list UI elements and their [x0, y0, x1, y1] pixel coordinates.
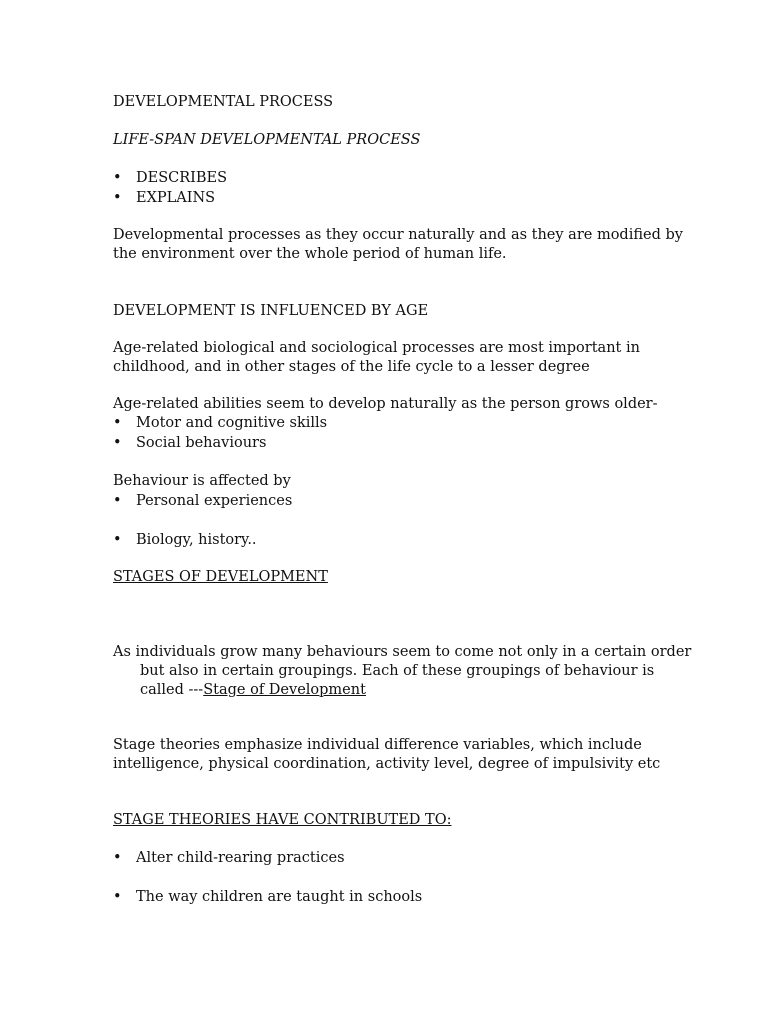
bullet-icon: • — [113, 493, 122, 509]
list-item-text: Alter child-rearing practices — [136, 850, 345, 866]
contrib-heading: STAGE THEORIES HAVE CONTRIBUTED TO: — [113, 812, 452, 828]
paragraph-line: Developmental processes as they occur naturally and as they are modified by — [113, 227, 683, 243]
paragraph-line: Age-related abilities seem to develop naturally as the person grows older- — [113, 396, 658, 412]
bullet-icon: • — [113, 889, 122, 905]
paragraph-line: but also in certain groupings. Each of these groupings of behaviour is — [140, 663, 655, 679]
paragraph-line: the environment over the whole period of human life. — [113, 246, 507, 262]
paragraph-line: intelligence, physical coordination, activity level, degree of impulsivity etc — [113, 756, 661, 772]
paragraph-line: Age-related biological and sociological processes are most important in — [113, 340, 640, 356]
age-heading: DEVELOPMENT IS INFLUENCED BY AGE — [113, 303, 429, 319]
bullet-icon: • — [113, 532, 122, 548]
bullet-icon: • — [113, 415, 122, 431]
list-item-text: EXPLAINS — [136, 190, 216, 206]
stage-of-development-term: Stage of Development — [203, 682, 366, 698]
paragraph-line: childhood, and in other stages of the life cycle to a lesser degree — [113, 359, 590, 375]
list-item-text: The way children are taught in schools — [136, 889, 423, 905]
bullet-icon: • — [113, 435, 122, 451]
paragraph-line: Behaviour is affected by — [113, 473, 291, 489]
bullet-icon: • — [113, 850, 122, 866]
list-item-text: Personal experiences — [136, 493, 293, 509]
paragraph-text: called --- — [140, 682, 204, 698]
page-title: DEVELOPMENTAL PROCESS — [113, 94, 334, 110]
lifespan-heading: LIFE-SPAN DEVELOPMENTAL PROCESS — [113, 132, 421, 148]
stages-heading: STAGES OF DEVELOPMENT — [113, 569, 328, 585]
paragraph-line — [140, 680, 366, 700]
list-item-text: Biology, history.. — [136, 532, 257, 548]
paragraph-line: As individuals grow many behaviours seem to come not only in a certain order — [113, 644, 692, 660]
list-item-text: Motor and cognitive skills — [136, 415, 328, 431]
list-item-text: DESCRIBES — [136, 170, 228, 186]
bullet-icon: • — [113, 170, 122, 186]
list-item-text: Social behaviours — [136, 435, 267, 451]
bullet-icon: • — [113, 190, 122, 206]
paragraph-line: Stage theories emphasize individual difference variables, which include — [113, 737, 642, 753]
